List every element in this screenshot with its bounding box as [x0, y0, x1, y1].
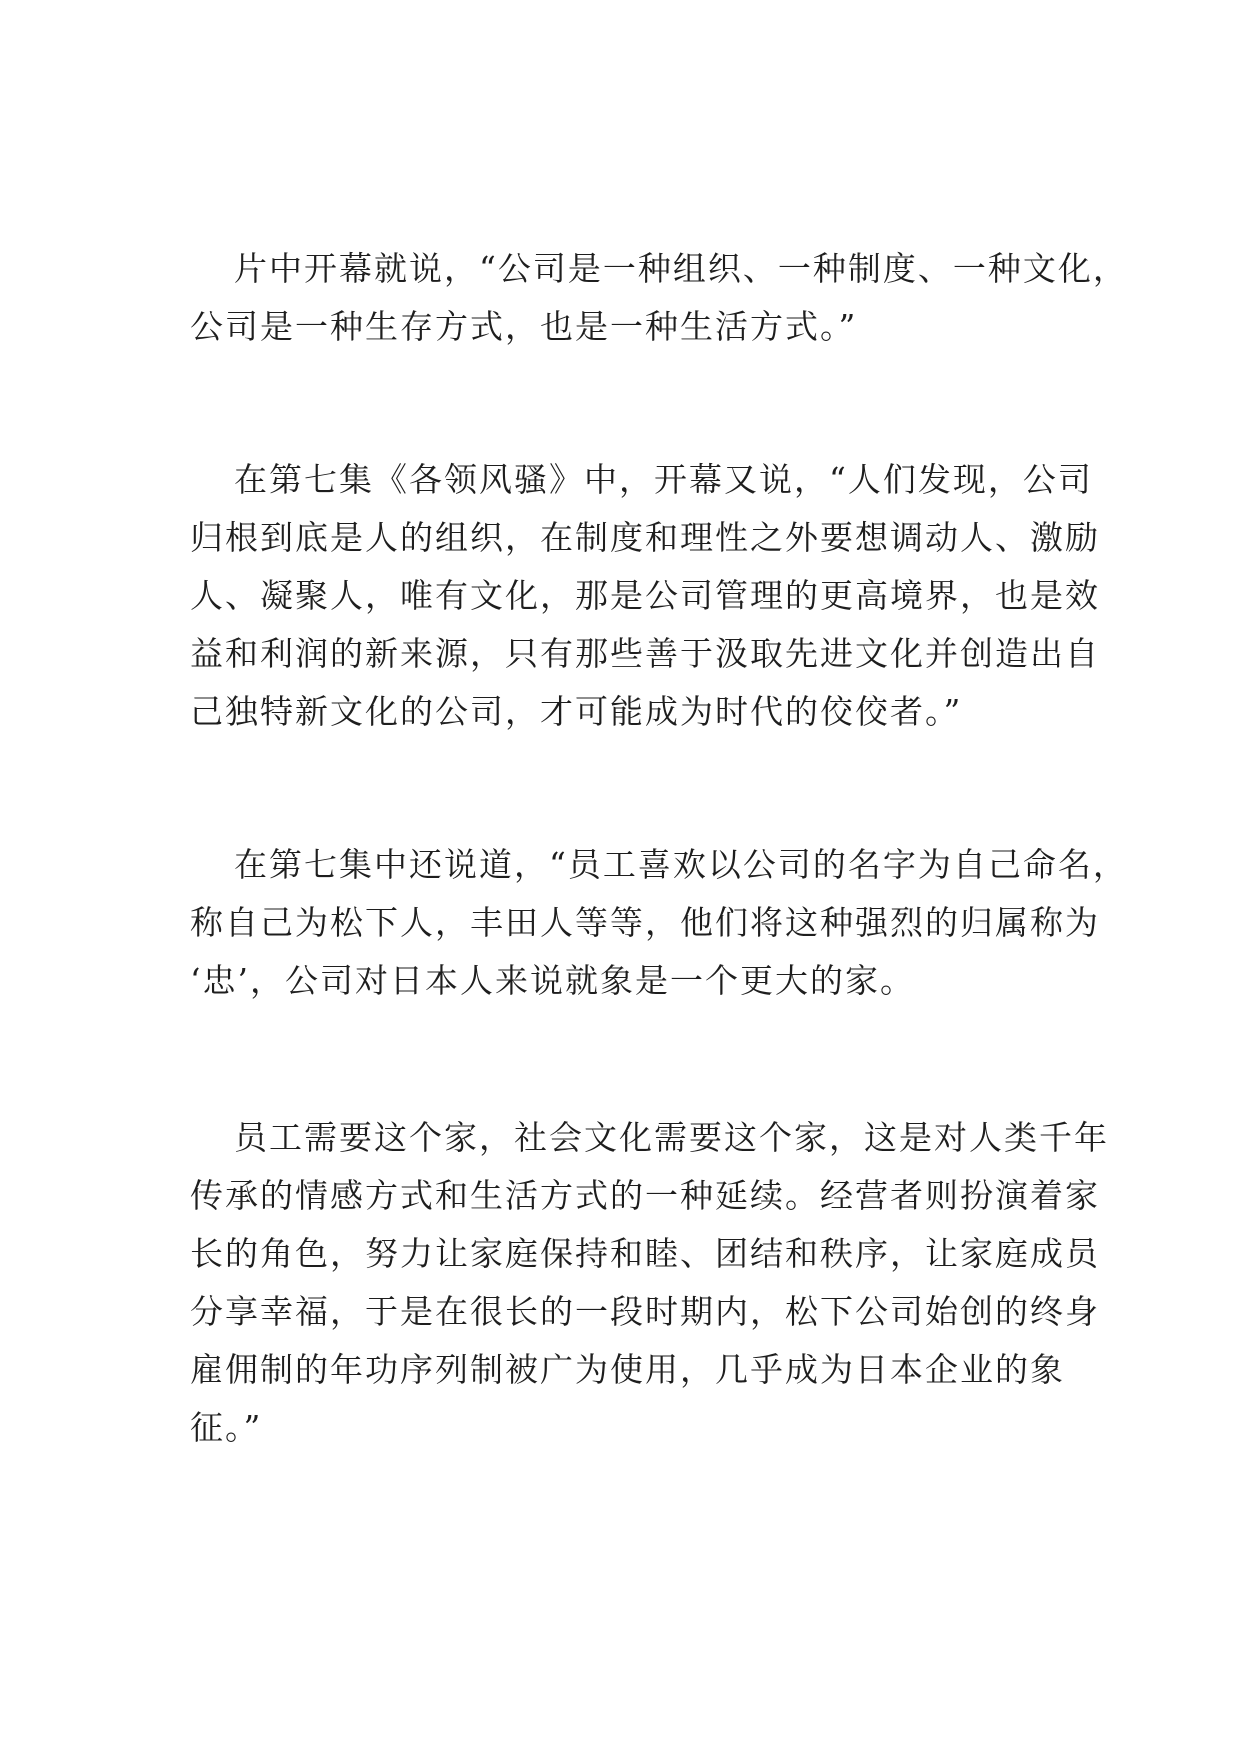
paragraph-line: 称自己为松下人，丰田人等等，他们将这种强烈的归属称为 [190, 903, 1100, 942]
paragraph-line: 公司是一种生存方式，也是一种生活方式。” [190, 307, 858, 346]
paragraph-line: 员工需要这个家，社会文化需要这个家，这是对人类千年 [234, 1118, 1109, 1157]
paragraph-line: 分享幸福，于是在很长的一段时期内，松下公司始创的终身 [190, 1292, 1100, 1331]
paragraph-1 [190, 240, 1128, 356]
paragraph-line: 在第七集中还说道，“员工喜欢以公司的名字为自己命名， [234, 845, 1128, 884]
paragraph-line: 益和利润的新来源，只有那些善于汲取先进文化并创造出自 [190, 634, 1100, 673]
paragraph-2 [190, 451, 1100, 741]
paragraph-line: 传承的情感方式和生活方式的一种延续。经营者则扮演着家 [190, 1176, 1100, 1215]
paragraph-line: 征。” [190, 1408, 263, 1447]
paragraph-line: 人、凝聚人，唯有文化，那是公司管理的更高境界，也是效 [190, 576, 1100, 615]
paragraph-line: 长的角色，努力让家庭保持和睦、团结和秩序，让家庭成员 [190, 1234, 1100, 1273]
paragraph-line: ‘忠’，公司对日本人来说就象是一个更大的家。 [190, 961, 915, 1000]
paragraph-line: 归根到底是人的组织，在制度和理性之外要想调动人、激励 [190, 518, 1100, 557]
paragraph-line: 己独特新文化的公司，才可能成为时代的佼佼者。” [190, 692, 963, 731]
paragraph-line: 在第七集《各领风骚》中，开幕又说，“人们发现，公司 [234, 460, 1093, 499]
paragraph-4 [190, 1109, 1109, 1457]
paragraph-line: 片中开幕就说，“公司是一种组织、一种制度、一种文化， [234, 249, 1128, 288]
paragraph-3 [190, 836, 1128, 1010]
paragraph-line: 雇佣制的年功序列制被广为使用，几乎成为日本企业的象 [190, 1350, 1065, 1389]
